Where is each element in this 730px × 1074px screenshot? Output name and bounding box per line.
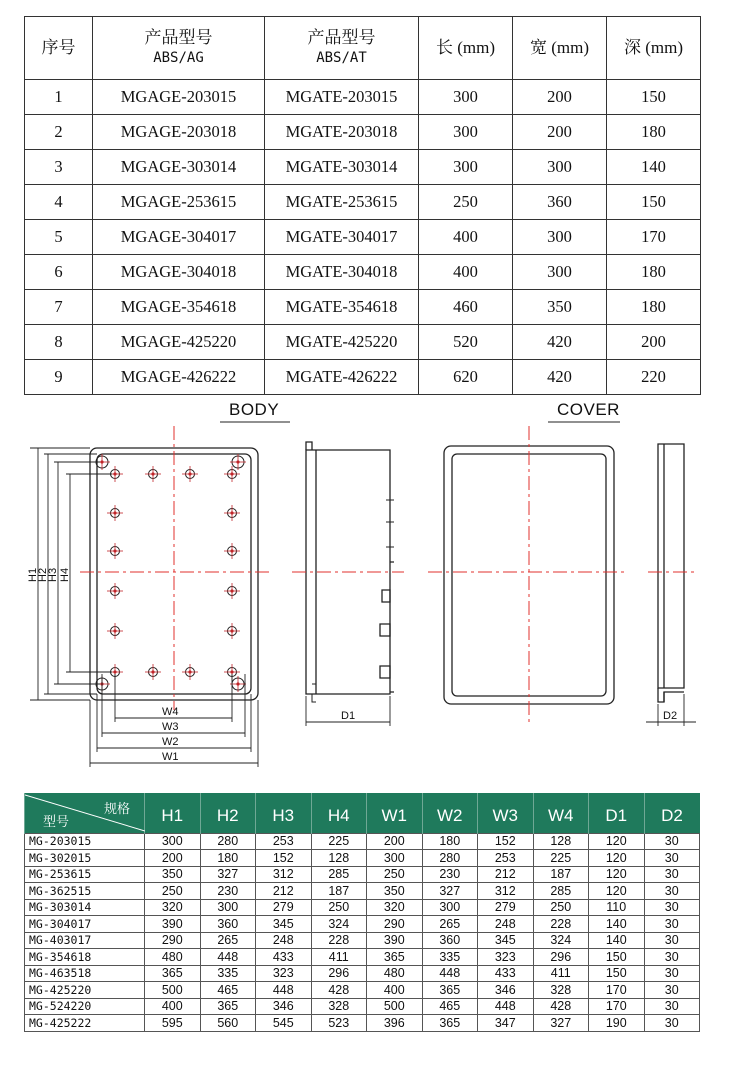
value-cell: 560 xyxy=(200,1015,256,1032)
header-d2: D2 xyxy=(644,793,700,833)
table-row xyxy=(25,949,700,966)
value-cell: 390 xyxy=(145,916,201,933)
value-cell: 250 xyxy=(145,883,201,900)
model-cell: MG-425220 xyxy=(25,982,145,999)
header-w2: W2 xyxy=(422,793,478,833)
value-cell: 448 xyxy=(422,965,478,982)
table-cell: 520 xyxy=(419,325,513,360)
value-cell: 225 xyxy=(533,850,589,867)
table-row xyxy=(25,916,700,933)
value-cell: 323 xyxy=(256,965,312,982)
value-cell: 428 xyxy=(533,998,589,1015)
table-row xyxy=(25,360,701,395)
value-cell: 296 xyxy=(311,965,367,982)
label-d1: D1 xyxy=(341,710,356,722)
value-cell: 323 xyxy=(478,949,534,966)
table-cell: MGATE-304018 xyxy=(265,255,419,290)
hole-icon xyxy=(107,623,123,639)
hole-icon xyxy=(107,505,123,521)
table-row xyxy=(25,185,701,220)
table-row xyxy=(25,883,700,900)
model-cell: MG-302015 xyxy=(25,850,145,867)
table-cell: MGATE-203018 xyxy=(265,115,419,150)
dimension-drawings xyxy=(0,392,730,792)
value-cell: 279 xyxy=(256,899,312,916)
value-cell: 140 xyxy=(589,932,645,949)
technical-drawing xyxy=(0,392,730,792)
value-cell: 595 xyxy=(145,1015,201,1032)
header-w4: W4 xyxy=(533,793,589,833)
table-cell: 400 xyxy=(419,255,513,290)
top-table-body xyxy=(25,80,701,395)
value-cell: 30 xyxy=(644,850,700,867)
value-cell: 328 xyxy=(311,998,367,1015)
table-cell: 460 xyxy=(419,290,513,325)
table-cell: 180 xyxy=(607,115,701,150)
table-cell: MGAGE-354618 xyxy=(93,290,265,325)
label-h1: H1 xyxy=(27,567,39,582)
model-size-table xyxy=(24,16,701,395)
hole-icon xyxy=(224,505,240,521)
value-cell: 411 xyxy=(533,965,589,982)
table-row xyxy=(25,255,701,290)
table-cell: 200 xyxy=(513,115,607,150)
label-w4: W4 xyxy=(162,706,179,718)
value-cell: 265 xyxy=(200,932,256,949)
header-depth: 深 (mm) xyxy=(607,17,701,80)
value-cell: 280 xyxy=(200,833,256,850)
table-cell: MGATE-425220 xyxy=(265,325,419,360)
value-cell: 296 xyxy=(533,949,589,966)
value-cell: 200 xyxy=(367,833,423,850)
value-cell: 285 xyxy=(311,866,367,883)
value-cell: 279 xyxy=(478,899,534,916)
value-cell: 390 xyxy=(367,932,423,949)
value-cell: 110 xyxy=(589,899,645,916)
value-cell: 300 xyxy=(145,833,201,850)
value-cell: 320 xyxy=(367,899,423,916)
header-h1: H1 xyxy=(145,793,201,833)
table-cell: 620 xyxy=(419,360,513,395)
header-model-abs-line1: 产品型号 xyxy=(144,28,213,47)
model-cell: MG-303014 xyxy=(25,899,145,916)
value-cell: 128 xyxy=(533,833,589,850)
value-cell: 225 xyxy=(311,833,367,850)
value-cell: 30 xyxy=(644,998,700,1015)
value-cell: 346 xyxy=(256,998,312,1015)
table-cell: 300 xyxy=(419,80,513,115)
header-h2: H2 xyxy=(200,793,256,833)
table-cell: 200 xyxy=(513,80,607,115)
table-row xyxy=(25,290,701,325)
value-cell: 346 xyxy=(478,982,534,999)
value-cell: 200 xyxy=(145,850,201,867)
value-cell: 152 xyxy=(478,833,534,850)
header-model-at xyxy=(265,17,419,80)
value-cell: 324 xyxy=(311,916,367,933)
table-cell: MGAGE-303014 xyxy=(93,150,265,185)
hole-icon xyxy=(145,664,161,680)
table-cell: 300 xyxy=(419,115,513,150)
header-model-at-line1: 产品型号 xyxy=(307,28,376,47)
value-cell: 328 xyxy=(533,982,589,999)
table-cell: MGATE-426222 xyxy=(265,360,419,395)
table-cell: 220 xyxy=(607,360,701,395)
table-cell: 200 xyxy=(607,325,701,360)
table-cell: 300 xyxy=(513,220,607,255)
header-model-abs xyxy=(93,17,265,80)
label-d2: D2 xyxy=(663,710,678,722)
table-cell: 300 xyxy=(513,150,607,185)
header-w3: W3 xyxy=(478,793,534,833)
table-cell: MGAGE-426222 xyxy=(93,360,265,395)
value-cell: 360 xyxy=(422,932,478,949)
value-cell: 280 xyxy=(422,850,478,867)
value-cell: 150 xyxy=(589,949,645,966)
model-cell: MG-403017 xyxy=(25,932,145,949)
dimension-lines xyxy=(30,448,696,767)
value-cell: 120 xyxy=(589,850,645,867)
value-cell: 120 xyxy=(589,833,645,850)
value-cell: 170 xyxy=(589,998,645,1015)
value-cell: 365 xyxy=(422,1015,478,1032)
value-cell: 350 xyxy=(367,883,423,900)
label-w3: W3 xyxy=(162,721,179,733)
table-row xyxy=(25,850,700,867)
value-cell: 300 xyxy=(422,899,478,916)
table-row xyxy=(25,899,700,916)
value-cell: 320 xyxy=(145,899,201,916)
spec-table-body xyxy=(25,833,700,1031)
table-cell: 420 xyxy=(513,360,607,395)
dimension-labels xyxy=(27,568,677,763)
table-cell: 9 xyxy=(25,360,93,395)
table-row xyxy=(25,965,700,982)
value-cell: 411 xyxy=(311,949,367,966)
value-cell: 250 xyxy=(367,866,423,883)
table-row xyxy=(25,982,700,999)
header-h4: H4 xyxy=(311,793,367,833)
hole-icon xyxy=(107,543,123,559)
table-cell: 180 xyxy=(607,255,701,290)
header-index: 序号 xyxy=(25,17,93,80)
value-cell: 180 xyxy=(200,850,256,867)
value-cell: 187 xyxy=(311,883,367,900)
table-cell: 2 xyxy=(25,115,93,150)
table-cell: MGATE-354618 xyxy=(265,290,419,325)
table-row xyxy=(25,998,700,1015)
value-cell: 365 xyxy=(200,998,256,1015)
header-model-at-line2: ABS/AT xyxy=(316,50,367,66)
model-cell: MG-203015 xyxy=(25,833,145,850)
value-cell: 400 xyxy=(145,998,201,1015)
body-title: BODY xyxy=(229,400,280,419)
value-cell: 212 xyxy=(256,883,312,900)
table-cell: MGATE-203015 xyxy=(265,80,419,115)
value-cell: 312 xyxy=(478,883,534,900)
value-cell: 250 xyxy=(533,899,589,916)
table-cell: 150 xyxy=(607,185,701,220)
value-cell: 30 xyxy=(644,965,700,982)
table-cell: MGATE-304017 xyxy=(265,220,419,255)
table-row xyxy=(25,866,700,883)
value-cell: 433 xyxy=(478,965,534,982)
value-cell: 327 xyxy=(200,866,256,883)
table-cell: 140 xyxy=(607,150,701,185)
value-cell: 448 xyxy=(478,998,534,1015)
value-cell: 365 xyxy=(367,949,423,966)
value-cell: 250 xyxy=(311,899,367,916)
header-h3: H3 xyxy=(256,793,312,833)
label-h4: H4 xyxy=(59,567,71,582)
model-cell: MG-354618 xyxy=(25,949,145,966)
value-cell: 327 xyxy=(422,883,478,900)
value-cell: 248 xyxy=(478,916,534,933)
table-cell: 420 xyxy=(513,325,607,360)
value-cell: 350 xyxy=(145,866,201,883)
table-cell: 300 xyxy=(419,150,513,185)
value-cell: 30 xyxy=(644,899,700,916)
table-cell: 300 xyxy=(513,255,607,290)
value-cell: 290 xyxy=(367,916,423,933)
value-cell: 545 xyxy=(256,1015,312,1032)
value-cell: 312 xyxy=(256,866,312,883)
corner-top-label: 规格 xyxy=(103,801,130,816)
model-cell: MG-362515 xyxy=(25,883,145,900)
header-w1: W1 xyxy=(367,793,423,833)
model-cell: MG-463518 xyxy=(25,965,145,982)
value-cell: 228 xyxy=(533,916,589,933)
value-cell: 465 xyxy=(200,982,256,999)
table-cell: 250 xyxy=(419,185,513,220)
value-cell: 365 xyxy=(422,982,478,999)
table-cell: MGATE-253615 xyxy=(265,185,419,220)
hole-icon xyxy=(182,664,198,680)
value-cell: 187 xyxy=(533,866,589,883)
value-cell: 170 xyxy=(589,982,645,999)
label-w2: W2 xyxy=(162,736,179,748)
value-cell: 30 xyxy=(644,866,700,883)
value-cell: 248 xyxy=(256,932,312,949)
value-cell: 365 xyxy=(145,965,201,982)
hole-icon xyxy=(224,623,240,639)
value-cell: 228 xyxy=(311,932,367,949)
value-cell: 30 xyxy=(644,949,700,966)
value-cell: 265 xyxy=(422,916,478,933)
value-cell: 140 xyxy=(589,916,645,933)
value-cell: 180 xyxy=(422,833,478,850)
table-cell: MGAGE-304017 xyxy=(93,220,265,255)
value-cell: 253 xyxy=(478,850,534,867)
table-cell: 150 xyxy=(607,80,701,115)
value-cell: 30 xyxy=(644,833,700,850)
table-cell: 3 xyxy=(25,150,93,185)
label-h2: H2 xyxy=(37,567,49,582)
value-cell: 480 xyxy=(367,965,423,982)
table-cell: 360 xyxy=(513,185,607,220)
value-cell: 253 xyxy=(256,833,312,850)
table-row xyxy=(25,833,700,850)
value-cell: 433 xyxy=(256,949,312,966)
value-cell: 290 xyxy=(145,932,201,949)
model-cell: MG-425222 xyxy=(25,1015,145,1032)
table-row xyxy=(25,932,700,949)
cover-side-view xyxy=(658,444,684,702)
value-cell: 523 xyxy=(311,1015,367,1032)
header-d1: D1 xyxy=(589,793,645,833)
table-cell: 6 xyxy=(25,255,93,290)
corner-bottom-label: 型号 xyxy=(43,813,70,829)
value-cell: 324 xyxy=(533,932,589,949)
value-cell: 500 xyxy=(145,982,201,999)
hole-icon xyxy=(224,583,240,599)
value-cell: 190 xyxy=(589,1015,645,1032)
table-cell: 170 xyxy=(607,220,701,255)
dimension-spec-table xyxy=(24,793,700,1032)
table-row xyxy=(25,220,701,255)
table-cell: 350 xyxy=(513,290,607,325)
header-corner xyxy=(25,793,145,833)
value-cell: 345 xyxy=(478,932,534,949)
model-cell: MG-304017 xyxy=(25,916,145,933)
table-cell: 7 xyxy=(25,290,93,325)
value-cell: 30 xyxy=(644,916,700,933)
header-model-abs-line2: ABS/AG xyxy=(153,50,204,66)
hole-icon xyxy=(224,543,240,559)
label-h3: H3 xyxy=(47,567,59,582)
table-cell: 400 xyxy=(419,220,513,255)
model-cell: MG-253615 xyxy=(25,866,145,883)
hole-icon xyxy=(107,583,123,599)
header-width: 宽 (mm) xyxy=(513,17,607,80)
value-cell: 300 xyxy=(367,850,423,867)
value-cell: 335 xyxy=(422,949,478,966)
value-cell: 347 xyxy=(478,1015,534,1032)
value-cell: 396 xyxy=(367,1015,423,1032)
value-cell: 128 xyxy=(311,850,367,867)
table-cell: MGATE-303014 xyxy=(265,150,419,185)
value-cell: 500 xyxy=(367,998,423,1015)
top-table-header xyxy=(25,17,701,80)
spec-table-header xyxy=(25,793,700,833)
value-cell: 285 xyxy=(533,883,589,900)
table-cell: 180 xyxy=(607,290,701,325)
value-cell: 150 xyxy=(589,965,645,982)
value-cell: 448 xyxy=(256,982,312,999)
table-cell: 4 xyxy=(25,185,93,220)
value-cell: 400 xyxy=(367,982,423,999)
value-cell: 152 xyxy=(256,850,312,867)
value-cell: 300 xyxy=(200,899,256,916)
table-cell: 8 xyxy=(25,325,93,360)
value-cell: 480 xyxy=(145,949,201,966)
table-cell: 5 xyxy=(25,220,93,255)
header-length: 长 (mm) xyxy=(419,17,513,80)
table-cell: MGAGE-203018 xyxy=(93,115,265,150)
value-cell: 212 xyxy=(478,866,534,883)
table-cell: MGAGE-203015 xyxy=(93,80,265,115)
value-cell: 230 xyxy=(200,883,256,900)
value-cell: 120 xyxy=(589,883,645,900)
hole-icon xyxy=(145,466,161,482)
table-row xyxy=(25,150,701,185)
value-cell: 30 xyxy=(644,1015,700,1032)
value-cell: 30 xyxy=(644,982,700,999)
value-cell: 465 xyxy=(422,998,478,1015)
value-cell: 230 xyxy=(422,866,478,883)
model-cell: MG-524220 xyxy=(25,998,145,1015)
table-row xyxy=(25,115,701,150)
table-cell: MGAGE-253615 xyxy=(93,185,265,220)
label-w1: W1 xyxy=(162,751,179,763)
value-cell: 335 xyxy=(200,965,256,982)
cover-title: COVER xyxy=(557,400,620,419)
value-cell: 30 xyxy=(644,883,700,900)
table-row xyxy=(25,1015,700,1032)
table-row xyxy=(25,80,701,115)
value-cell: 345 xyxy=(256,916,312,933)
table-cell: 1 xyxy=(25,80,93,115)
table-cell: MGAGE-304018 xyxy=(93,255,265,290)
value-cell: 30 xyxy=(644,932,700,949)
value-cell: 428 xyxy=(311,982,367,999)
table-cell: MGAGE-425220 xyxy=(93,325,265,360)
value-cell: 448 xyxy=(200,949,256,966)
value-cell: 360 xyxy=(200,916,256,933)
table-row xyxy=(25,325,701,360)
value-cell: 120 xyxy=(589,866,645,883)
mounting-holes xyxy=(94,454,246,692)
value-cell: 327 xyxy=(533,1015,589,1032)
hole-icon xyxy=(182,466,198,482)
